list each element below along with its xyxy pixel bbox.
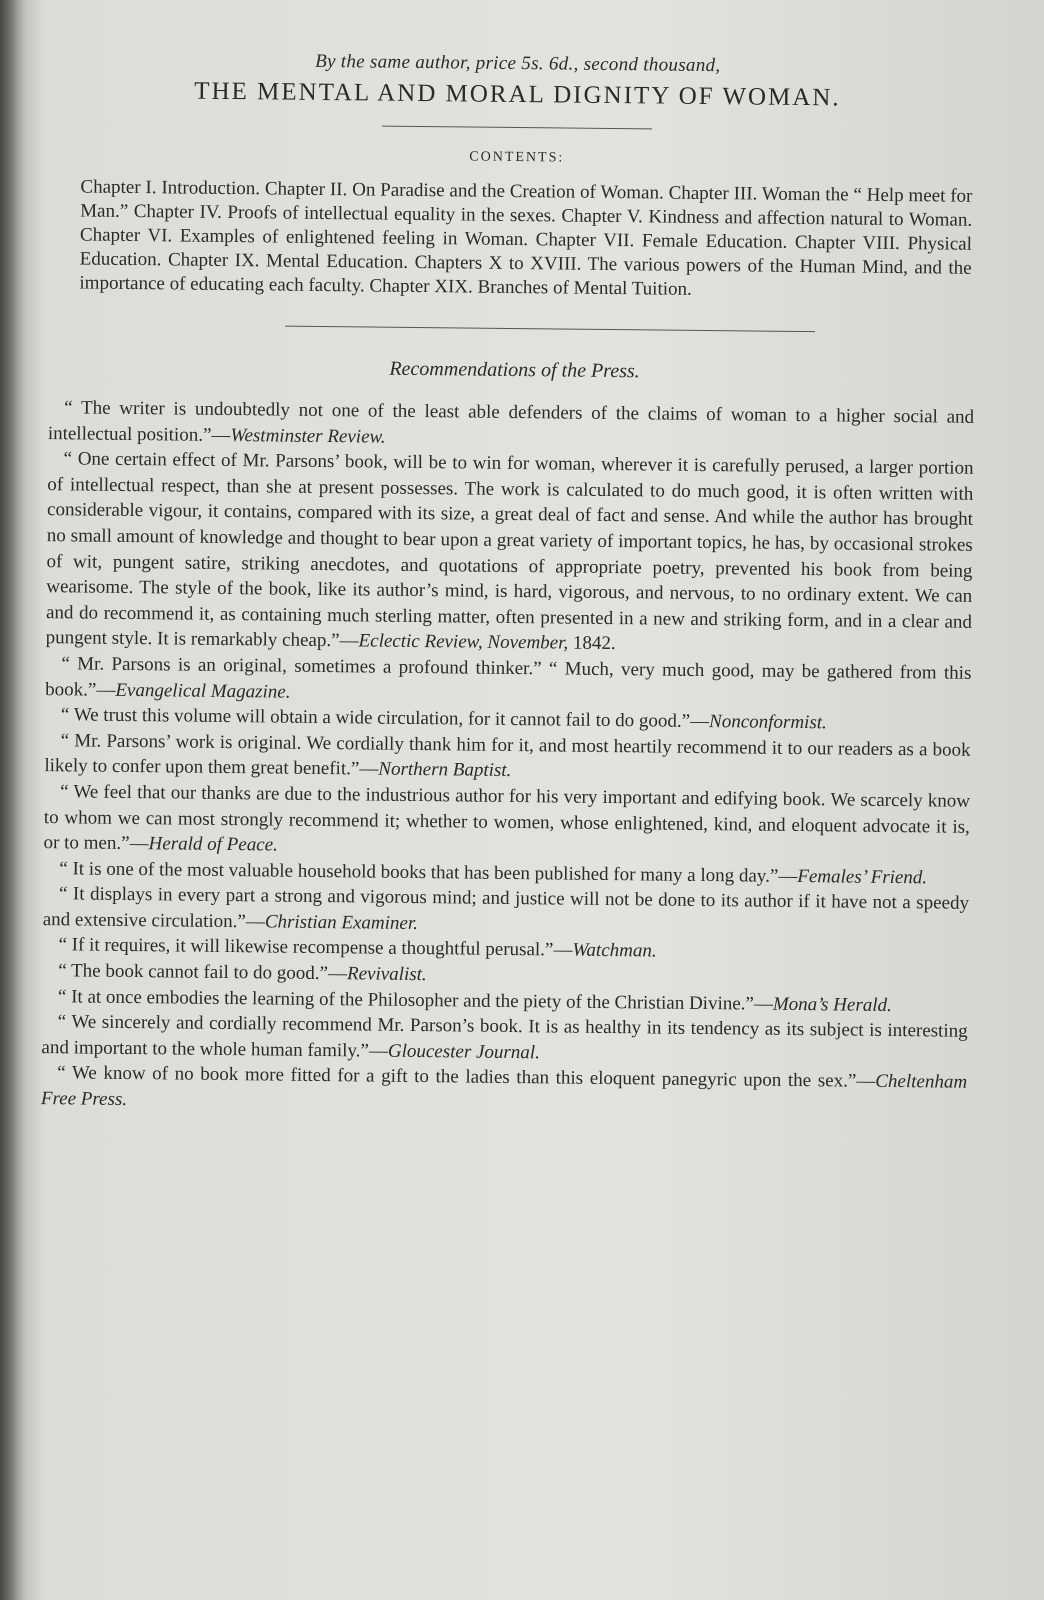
review-source: Revivalist. xyxy=(346,963,427,986)
reviews-list xyxy=(41,395,974,1121)
title-rule xyxy=(382,126,652,130)
review-quote: “ It at once embodies the learning of the Philosopher and the piety of the Christian Divine.”— xyxy=(57,985,774,1015)
review-quote: “ The book cannot fail to do good.”— xyxy=(58,960,348,985)
review-source: Evangelical Magazine. xyxy=(115,679,291,703)
review-source: Northern Baptist. xyxy=(378,758,512,782)
review-quote: “ Mr. Parsons’ work is original. We cordially thank him for it, and most heartily recommend it to our readers as a book likely to confer upon them great benefit.”— xyxy=(44,729,971,780)
review-quote: “ It is one of the most valuable household books that has been published for many a long day.”— xyxy=(59,857,798,887)
review-quote: “ Mr. Parsons is an original, sometimes a profound thinker.” “ Much, very much good, may be gathered from this book.”— xyxy=(45,653,972,701)
binding-shadow xyxy=(0,0,26,1600)
press-heading: Recommendations of the Press. xyxy=(389,357,640,383)
review-herald-of-peace xyxy=(43,779,970,865)
review-source: Mona’s Herald. xyxy=(772,993,892,1016)
review-date: 1842. xyxy=(568,632,616,655)
review-cheltenham-free-press xyxy=(41,1061,967,1122)
review-source: Eclectic Review, November, xyxy=(358,630,569,654)
review-source: Herald of Peace. xyxy=(148,833,278,856)
section-rule xyxy=(285,326,815,333)
review-source: Gloucester Journal. xyxy=(387,1040,541,1064)
review-source: Cheltenham Free Press. xyxy=(40,1071,968,1111)
review-source: Females’ Friend. xyxy=(797,865,928,889)
printed-page xyxy=(27,40,998,1122)
review-quote: “ One certain effect of Mr. Parsons’ book, will be to win for woman, wherever it is carefully perused, a larger portion of intellectual respect, than she at present possesses. The work is calculated to do much good, it is often written with considerable vigour, it contains, compared with its size, a great deal of fact and sense. And while the author has brought no small amount of knowledge and thought to bear upon a great variety of important topics, he has, by occasional strokes of wit, pungent satire, striking anecdotes, and quotations of appropriate poetry, prevented his book from being wearisome. The style of the book, like its author’s mind, is hard, vigorous, and nervous, to no ordinary extent. We can and do recommend it, as containing much sterling matter, often presented in a new and striking form, and in a clear and pungent style. It is remarkably cheap.”— xyxy=(45,448,974,652)
review-quote: “ We sincerely and cordially recommend Mr. Parson’s book. It is as healthy in its tendency as its subject is interesting and important to the whole human family.”— xyxy=(41,1011,968,1062)
review-quote: “ We feel that our thanks are due to the industrious author for his very important and edifying book. We scarcely know to whom we can most strongly recommend it; whether to women, whose enlightened, kind, and eloquent advocate it is, or to men.”— xyxy=(43,781,971,855)
review-quote: “ We know of no book more fitted for a gift to the ladies than this eloquent panegyric upon the sex.”— xyxy=(57,1062,876,1093)
contents-text: Chapter I. Introduction. Chapter II. On Paradise and the Creation of Woman. Chapter III. Woman the “ Help meet for Man.” Chapter IV. Proofs of intellectual equality in the sexes. Chapter V. Kindness and affection natural to Woman. Chapter VI. Examples of enlightened feeling in Woman. Chapter VII. Female Education. Chapter VIII. Physical Education. Chapter IX. Mental Education. Chapters X to XVIII. The various powers of the Human Mind, and the importance of educating each faculty. Chapter XIX. Branches of Mental Tuition. xyxy=(79,176,973,300)
contents-heading: CONTENTS: xyxy=(469,149,565,166)
review-quote: “ If it requires, it will likewise recompense a thoughtful perusal.”— xyxy=(58,934,573,962)
review-eclectic xyxy=(46,446,974,660)
book-title: THE MENTAL AND MORAL DIGNITY OF WOMAN. xyxy=(194,77,841,112)
review-source: Watchman. xyxy=(572,940,657,962)
review-source: Christian Examiner. xyxy=(264,911,419,934)
byline: By the same author, price 5s. 6d., second thousand, xyxy=(315,50,721,77)
review-quote: “ It displays in every part a strong and vigorous mind; and justice will not be done to its author if it have not a speedy and extensive circulation.”— xyxy=(42,883,970,933)
review-source: Nonconformist. xyxy=(708,711,827,734)
review-source: Westminster Review. xyxy=(230,424,386,448)
review-quote: “ We trust this volume will obtain a wide circulation, for it cannot fail to do good.”— xyxy=(60,704,710,733)
review-quote: “ The writer is undoubtedly not one of the least able defenders of the claims of woman to a higher social and intellectual position.”— xyxy=(47,397,975,446)
